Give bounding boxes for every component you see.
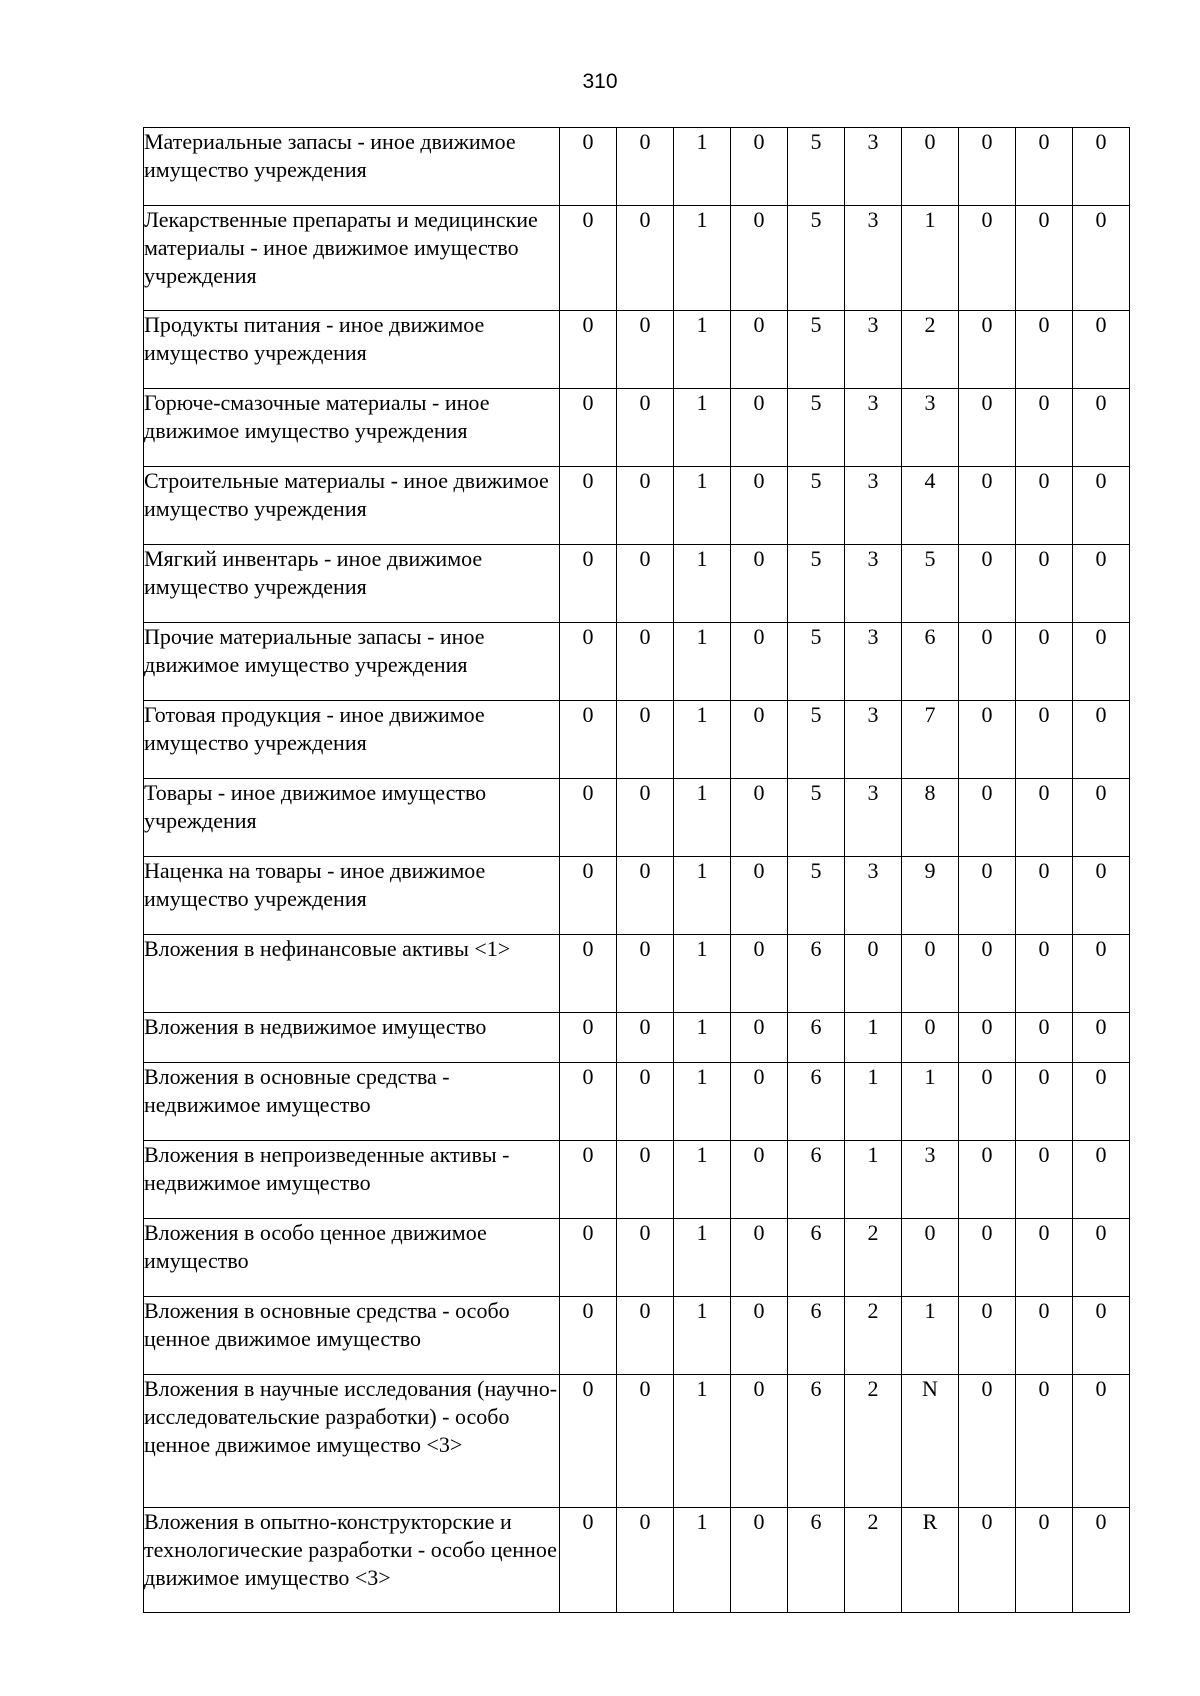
account-name: Вложения в научные исследования (научно-исследовательские разработки) - особо ценное движимое имущество <3> bbox=[144, 1375, 560, 1508]
code-digit: 0 bbox=[731, 857, 788, 935]
code-digit: 0 bbox=[617, 311, 674, 389]
code-digit: 0 bbox=[617, 701, 674, 779]
code-digit: 0 bbox=[617, 935, 674, 1013]
table-row bbox=[144, 467, 1130, 545]
account-name: Вложения в опытно-конструкторские и технологические разработки - особо ценное движимое имущество <3> bbox=[144, 1508, 560, 1613]
code-digit: 0 bbox=[959, 1219, 1016, 1297]
code-digit: 0 bbox=[560, 857, 617, 935]
account-name: Прочие материальные запасы - иное движимое имущество учреждения bbox=[144, 623, 560, 701]
code-digit: 1 bbox=[902, 1297, 959, 1375]
code-digit: 0 bbox=[959, 467, 1016, 545]
code-digit: 0 bbox=[560, 623, 617, 701]
code-digit: 9 bbox=[902, 857, 959, 935]
code-digit: 1 bbox=[902, 206, 959, 311]
code-digit: 0 bbox=[1016, 545, 1073, 623]
code-digit: 3 bbox=[845, 128, 902, 206]
code-digit: 0 bbox=[731, 1063, 788, 1141]
code-digit: 0 bbox=[617, 779, 674, 857]
code-digit: 0 bbox=[560, 1219, 617, 1297]
code-digit: 0 bbox=[560, 311, 617, 389]
account-name: Вложения в особо ценное движимое имущество bbox=[144, 1219, 560, 1297]
code-digit: 1 bbox=[674, 467, 731, 545]
code-digit: 0 bbox=[1016, 467, 1073, 545]
code-digit: 1 bbox=[674, 1508, 731, 1613]
code-digit: 3 bbox=[845, 467, 902, 545]
code-digit: 0 bbox=[731, 545, 788, 623]
code-digit: 0 bbox=[959, 701, 1016, 779]
code-digit: 5 bbox=[788, 857, 845, 935]
code-digit: 0 bbox=[845, 935, 902, 1013]
code-digit: 5 bbox=[788, 389, 845, 467]
code-digit: 0 bbox=[731, 779, 788, 857]
code-digit: 0 bbox=[959, 128, 1016, 206]
page-number: 310 bbox=[582, 70, 618, 93]
code-digit: 0 bbox=[617, 1141, 674, 1219]
code-digit: 0 bbox=[617, 1219, 674, 1297]
code-digit: 1 bbox=[674, 1013, 731, 1063]
code-digit: 2 bbox=[902, 311, 959, 389]
code-digit: 1 bbox=[674, 389, 731, 467]
code-digit: 0 bbox=[731, 128, 788, 206]
code-digit: 5 bbox=[788, 623, 845, 701]
code-digit: 1 bbox=[674, 857, 731, 935]
code-digit: 0 bbox=[1073, 779, 1130, 857]
code-digit: 6 bbox=[788, 1013, 845, 1063]
code-digit: 6 bbox=[788, 1375, 845, 1508]
code-digit: 0 bbox=[902, 935, 959, 1013]
code-digit: 0 bbox=[1016, 311, 1073, 389]
code-digit: 0 bbox=[1016, 1219, 1073, 1297]
code-digit: 3 bbox=[845, 779, 902, 857]
code-digit: 0 bbox=[617, 1063, 674, 1141]
table-row bbox=[144, 779, 1130, 857]
code-digit: 0 bbox=[959, 206, 1016, 311]
account-name: Вложения в недвижимое имущество bbox=[144, 1013, 560, 1063]
code-digit: 6 bbox=[902, 623, 959, 701]
code-digit: 7 bbox=[902, 701, 959, 779]
code-digit: 3 bbox=[845, 701, 902, 779]
code-digit: 0 bbox=[731, 1141, 788, 1219]
code-digit: 0 bbox=[560, 545, 617, 623]
code-digit: 1 bbox=[674, 1375, 731, 1508]
code-digit: 5 bbox=[788, 467, 845, 545]
table-row bbox=[144, 1141, 1130, 1219]
code-digit: 0 bbox=[1073, 623, 1130, 701]
account-name: Наценка на товары - иное движимое имущество учреждения bbox=[144, 857, 560, 935]
code-digit: 0 bbox=[1016, 1375, 1073, 1508]
code-digit: 1 bbox=[674, 935, 731, 1013]
code-digit: 4 bbox=[902, 467, 959, 545]
code-digit: 0 bbox=[560, 701, 617, 779]
account-name: Вложения в основные средства - недвижимое имущество bbox=[144, 1063, 560, 1141]
code-digit: 0 bbox=[1016, 623, 1073, 701]
code-digit: 0 bbox=[959, 1013, 1016, 1063]
table-row bbox=[144, 623, 1130, 701]
code-digit: 0 bbox=[1073, 206, 1130, 311]
table-row bbox=[144, 389, 1130, 467]
code-digit: 0 bbox=[560, 779, 617, 857]
code-digit: 2 bbox=[845, 1297, 902, 1375]
code-digit: 0 bbox=[560, 389, 617, 467]
code-digit: 0 bbox=[1073, 1297, 1130, 1375]
code-digit: 0 bbox=[560, 206, 617, 311]
code-digit: 1 bbox=[674, 311, 731, 389]
code-digit: 0 bbox=[731, 1508, 788, 1613]
account-name: Готовая продукция - иное движимое имущество учреждения bbox=[144, 701, 560, 779]
code-digit: 1 bbox=[674, 1219, 731, 1297]
code-digit: 1 bbox=[674, 128, 731, 206]
code-digit: 0 bbox=[959, 1375, 1016, 1508]
code-digit: 0 bbox=[731, 206, 788, 311]
code-digit: 0 bbox=[1073, 857, 1130, 935]
code-digit: 0 bbox=[731, 701, 788, 779]
code-digit: 0 bbox=[1073, 1141, 1130, 1219]
code-digit: 1 bbox=[674, 1297, 731, 1375]
code-digit: 0 bbox=[1016, 935, 1073, 1013]
code-digit: 1 bbox=[674, 545, 731, 623]
table-row bbox=[144, 206, 1130, 311]
table-row bbox=[144, 935, 1130, 1013]
code-digit: 3 bbox=[845, 857, 902, 935]
account-name: Строительные материалы - иное движимое имущество учреждения bbox=[144, 467, 560, 545]
code-digit: 3 bbox=[845, 545, 902, 623]
code-digit: 0 bbox=[1073, 1508, 1130, 1613]
code-digit: 0 bbox=[902, 1219, 959, 1297]
code-digit: 0 bbox=[959, 1508, 1016, 1613]
code-digit: 0 bbox=[1016, 389, 1073, 467]
code-digit: 1 bbox=[902, 1063, 959, 1141]
table-row bbox=[144, 701, 1130, 779]
code-digit: 0 bbox=[959, 1141, 1016, 1219]
code-digit: 0 bbox=[731, 1375, 788, 1508]
code-digit: 0 bbox=[560, 1508, 617, 1613]
code-digit: 0 bbox=[1073, 1375, 1130, 1508]
code-digit: 0 bbox=[959, 857, 1016, 935]
code-digit: 0 bbox=[1016, 128, 1073, 206]
table-row bbox=[144, 1219, 1130, 1297]
code-digit: 0 bbox=[959, 623, 1016, 701]
code-digit: 0 bbox=[731, 389, 788, 467]
account-name: Товары - иное движимое имущество учреждения bbox=[144, 779, 560, 857]
account-name: Лекарственные препараты и медицинские материалы - иное движимое имущество учреждения bbox=[144, 206, 560, 311]
code-digit: 6 bbox=[788, 1297, 845, 1375]
code-digit: 0 bbox=[1016, 857, 1073, 935]
code-digit: 0 bbox=[1016, 701, 1073, 779]
code-digit: 0 bbox=[731, 1013, 788, 1063]
code-digit: 0 bbox=[1073, 128, 1130, 206]
account-name: Мягкий инвентарь - иное движимое имущество учреждения bbox=[144, 545, 560, 623]
code-digit: 0 bbox=[617, 1375, 674, 1508]
code-digit: 5 bbox=[788, 311, 845, 389]
account-name: Вложения в нефинансовые активы <1> bbox=[144, 935, 560, 1013]
code-digit: 3 bbox=[845, 623, 902, 701]
code-digit: 0 bbox=[1073, 389, 1130, 467]
code-digit: 0 bbox=[731, 1219, 788, 1297]
code-digit: 6 bbox=[788, 1063, 845, 1141]
code-digit: 0 bbox=[560, 935, 617, 1013]
code-digit: 0 bbox=[1073, 701, 1130, 779]
code-digit: 3 bbox=[845, 389, 902, 467]
table-row bbox=[144, 545, 1130, 623]
code-digit: 0 bbox=[959, 1063, 1016, 1141]
code-digit: 0 bbox=[560, 1013, 617, 1063]
table-row bbox=[144, 128, 1130, 206]
account-name: Материальные запасы - иное движимое имущество учреждения bbox=[144, 128, 560, 206]
code-digit: 0 bbox=[617, 1013, 674, 1063]
accounts-table bbox=[143, 127, 1130, 1613]
code-digit: 0 bbox=[1016, 779, 1073, 857]
code-digit: 0 bbox=[731, 311, 788, 389]
code-digit: 3 bbox=[902, 389, 959, 467]
code-digit: 0 bbox=[731, 623, 788, 701]
table-row bbox=[144, 1297, 1130, 1375]
code-digit: 0 bbox=[1073, 1219, 1130, 1297]
code-digit: 0 bbox=[1073, 311, 1130, 389]
code-digit: 0 bbox=[1073, 1063, 1130, 1141]
code-digit: 1 bbox=[845, 1141, 902, 1219]
code-digit: 6 bbox=[788, 1508, 845, 1613]
code-digit: 2 bbox=[845, 1219, 902, 1297]
code-digit: 0 bbox=[560, 1141, 617, 1219]
table-row bbox=[144, 857, 1130, 935]
account-name: Вложения в непроизведенные активы - недвижимое имущество bbox=[144, 1141, 560, 1219]
code-digit: 0 bbox=[617, 545, 674, 623]
code-digit: 0 bbox=[959, 779, 1016, 857]
table-row bbox=[144, 311, 1130, 389]
code-digit: R bbox=[902, 1508, 959, 1613]
table-row bbox=[144, 1013, 1130, 1063]
code-digit: 0 bbox=[959, 389, 1016, 467]
table-row bbox=[144, 1508, 1130, 1613]
table-row bbox=[144, 1375, 1130, 1508]
code-digit: 0 bbox=[560, 1375, 617, 1508]
code-digit: 0 bbox=[731, 467, 788, 545]
code-digit: 0 bbox=[1016, 206, 1073, 311]
code-digit: 0 bbox=[560, 1297, 617, 1375]
code-digit: 5 bbox=[788, 128, 845, 206]
code-digit: 0 bbox=[731, 1297, 788, 1375]
code-digit: 0 bbox=[1016, 1063, 1073, 1141]
code-digit: 1 bbox=[674, 1063, 731, 1141]
code-digit: 1 bbox=[674, 779, 731, 857]
code-digit: 0 bbox=[617, 467, 674, 545]
code-digit: 0 bbox=[1016, 1013, 1073, 1063]
code-digit: 0 bbox=[617, 1508, 674, 1613]
code-digit: 2 bbox=[845, 1375, 902, 1508]
code-digit: 3 bbox=[845, 311, 902, 389]
code-digit: 5 bbox=[788, 206, 845, 311]
code-digit: 0 bbox=[617, 1297, 674, 1375]
code-digit: 1 bbox=[845, 1013, 902, 1063]
code-digit: 0 bbox=[902, 1013, 959, 1063]
code-digit: 0 bbox=[1073, 545, 1130, 623]
code-digit: 0 bbox=[1016, 1141, 1073, 1219]
account-name: Вложения в основные средства - особо ценное движимое имущество bbox=[144, 1297, 560, 1375]
code-digit: 6 bbox=[788, 1219, 845, 1297]
code-digit: 3 bbox=[845, 206, 902, 311]
code-digit: 0 bbox=[959, 311, 1016, 389]
code-digit: 5 bbox=[788, 701, 845, 779]
code-digit: 8 bbox=[902, 779, 959, 857]
code-digit: 0 bbox=[959, 935, 1016, 1013]
code-digit: 0 bbox=[1016, 1508, 1073, 1613]
table-row bbox=[144, 1063, 1130, 1141]
account-name: Горюче-смазочные материалы - иное движимое имущество учреждения bbox=[144, 389, 560, 467]
code-digit: 6 bbox=[788, 1141, 845, 1219]
account-name: Продукты питания - иное движимое имущество учреждения bbox=[144, 311, 560, 389]
code-digit: 0 bbox=[1016, 1297, 1073, 1375]
code-digit: 1 bbox=[674, 1141, 731, 1219]
code-digit: 0 bbox=[560, 128, 617, 206]
code-digit: 0 bbox=[1073, 467, 1130, 545]
code-digit: 0 bbox=[617, 623, 674, 701]
code-digit: 2 bbox=[845, 1508, 902, 1613]
code-digit: 0 bbox=[617, 389, 674, 467]
code-digit: 6 bbox=[788, 935, 845, 1013]
code-digit: 0 bbox=[617, 128, 674, 206]
code-digit: 1 bbox=[845, 1063, 902, 1141]
code-digit: 0 bbox=[1073, 1013, 1130, 1063]
code-digit: 0 bbox=[959, 1297, 1016, 1375]
code-digit: 5 bbox=[788, 779, 845, 857]
code-digit: N bbox=[902, 1375, 959, 1508]
code-digit: 0 bbox=[560, 467, 617, 545]
code-digit: 0 bbox=[959, 545, 1016, 623]
code-digit: 0 bbox=[560, 1063, 617, 1141]
code-digit: 1 bbox=[674, 623, 731, 701]
code-digit: 5 bbox=[788, 545, 845, 623]
code-digit: 5 bbox=[902, 545, 959, 623]
code-digit: 1 bbox=[674, 701, 731, 779]
code-digit: 0 bbox=[617, 857, 674, 935]
code-digit: 0 bbox=[1073, 935, 1130, 1013]
code-digit: 1 bbox=[674, 206, 731, 311]
code-digit: 0 bbox=[617, 206, 674, 311]
code-digit: 3 bbox=[902, 1141, 959, 1219]
code-digit: 0 bbox=[731, 935, 788, 1013]
code-digit: 0 bbox=[902, 128, 959, 206]
